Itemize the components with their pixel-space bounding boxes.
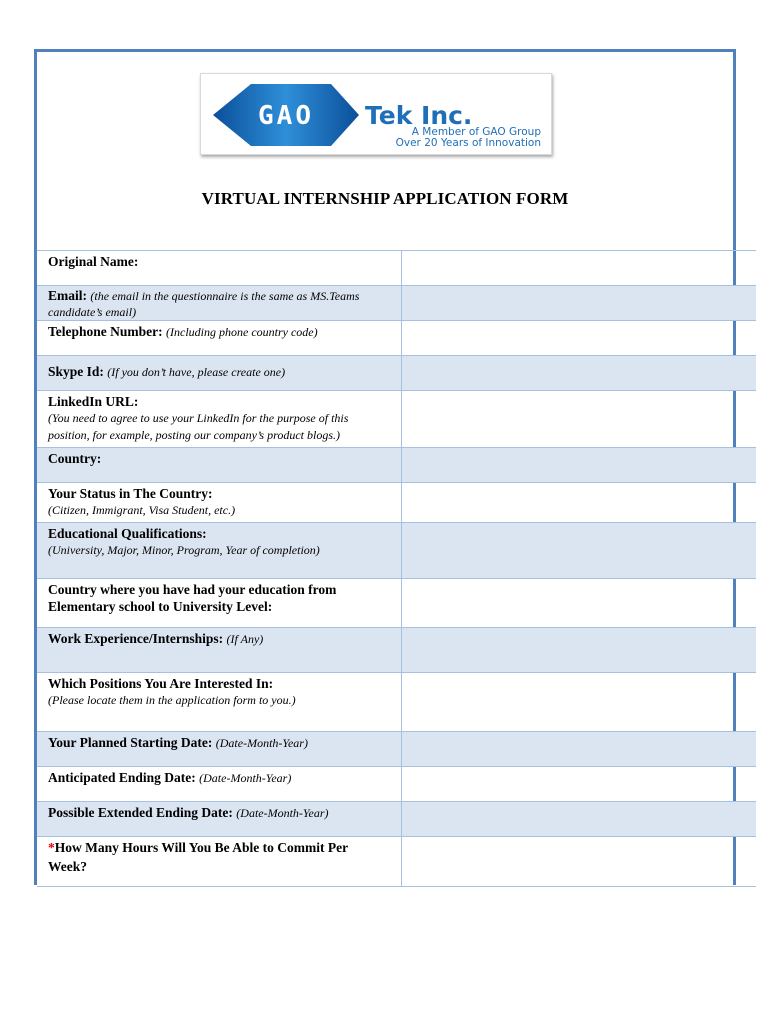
label-original-name: Original Name: [48, 254, 139, 269]
note-status: (Citizen, Immigrant, Visa Student, etc.) [48, 503, 236, 517]
row-email [37, 286, 756, 321]
row-work-experience [37, 628, 756, 673]
label-email: Email: [48, 288, 87, 303]
label-linkedin: LinkedIn URL: [48, 394, 139, 409]
note-positions: (Please locate them in the application form to you.) [48, 693, 296, 707]
note-start-date: (Date-Month-Year) [215, 736, 308, 750]
label-status: Your Status in The Country: [48, 486, 213, 501]
note-telephone: (Including phone country code) [166, 325, 318, 339]
row-skype [37, 356, 756, 391]
company-logo [200, 73, 552, 155]
field-original-name[interactable] [402, 251, 757, 286]
field-education-country[interactable] [402, 579, 757, 628]
note-email: (the email in the questionnaire is the same as MS.Teams candidate’s email) [48, 289, 360, 319]
row-extended-end-date [37, 802, 756, 837]
logo-brand: GAO [258, 101, 314, 131]
label-end-date: Anticipated Ending Date: [48, 770, 196, 785]
label-hours-per-week: How Many Hours Will You Be Able to Commit Per Week? [48, 840, 348, 874]
row-telephone [37, 321, 756, 356]
field-education[interactable] [402, 523, 757, 579]
label-skype: Skype Id: [48, 364, 104, 379]
label-education: Educational Qualifications: [48, 526, 207, 541]
field-skype[interactable] [402, 356, 757, 391]
field-end-date[interactable] [402, 767, 757, 802]
logo-company: Tek Inc. [365, 101, 473, 130]
note-end-date: (Date-Month-Year) [199, 771, 292, 785]
field-work-experience[interactable] [402, 628, 757, 673]
field-country[interactable] [402, 448, 757, 483]
note-extended-end-date: (Date-Month-Year) [236, 806, 329, 820]
note-linkedin: (You need to agree to use your LinkedIn for the purpose of this position, for example, posting our company’s product blogs.) [48, 411, 349, 442]
form-title: VIRTUAL INTERNSHIP APPLICATION FORM [201, 189, 569, 208]
field-linkedin[interactable] [402, 391, 757, 448]
note-work-experience: (If Any) [226, 632, 264, 646]
row-original-name [37, 251, 756, 286]
label-positions: Which Positions You Are Interested In: [48, 676, 274, 691]
logo-tagline-2: Over 20 Years of Innovation [395, 137, 541, 149]
label-work-experience: Work Experience/Internships: [48, 631, 224, 646]
row-status [37, 483, 756, 523]
field-hours-per-week[interactable] [402, 837, 757, 887]
row-start-date [37, 732, 756, 767]
label-extended-end-date: Possible Extended Ending Date: [48, 805, 233, 820]
field-positions[interactable] [402, 673, 757, 732]
row-end-date [37, 767, 756, 802]
row-positions [37, 673, 756, 732]
required-asterisk: * [48, 840, 55, 855]
label-telephone: Telephone Number: [48, 324, 163, 339]
row-education-country [37, 579, 756, 628]
note-education: (University, Major, Minor, Program, Year of completion) [48, 543, 320, 557]
field-telephone[interactable] [402, 321, 757, 356]
logo-tagline-1: A Member of GAO Group [411, 126, 541, 138]
field-email[interactable] [402, 286, 757, 321]
field-extended-end-date[interactable] [402, 802, 757, 837]
row-education [37, 523, 756, 579]
row-linkedin [37, 391, 756, 448]
field-start-date[interactable] [402, 732, 757, 767]
row-country [37, 448, 756, 483]
field-status[interactable] [402, 483, 757, 523]
label-education-country: Country where you have had your education from Elementary school to University Level: [48, 582, 337, 614]
label-start-date: Your Planned Starting Date: [48, 735, 213, 750]
row-hours-per-week [37, 837, 756, 887]
note-skype: (If you don’t have, please create one) [107, 365, 286, 379]
application-form-table [37, 250, 756, 887]
label-country: Country: [48, 451, 102, 466]
